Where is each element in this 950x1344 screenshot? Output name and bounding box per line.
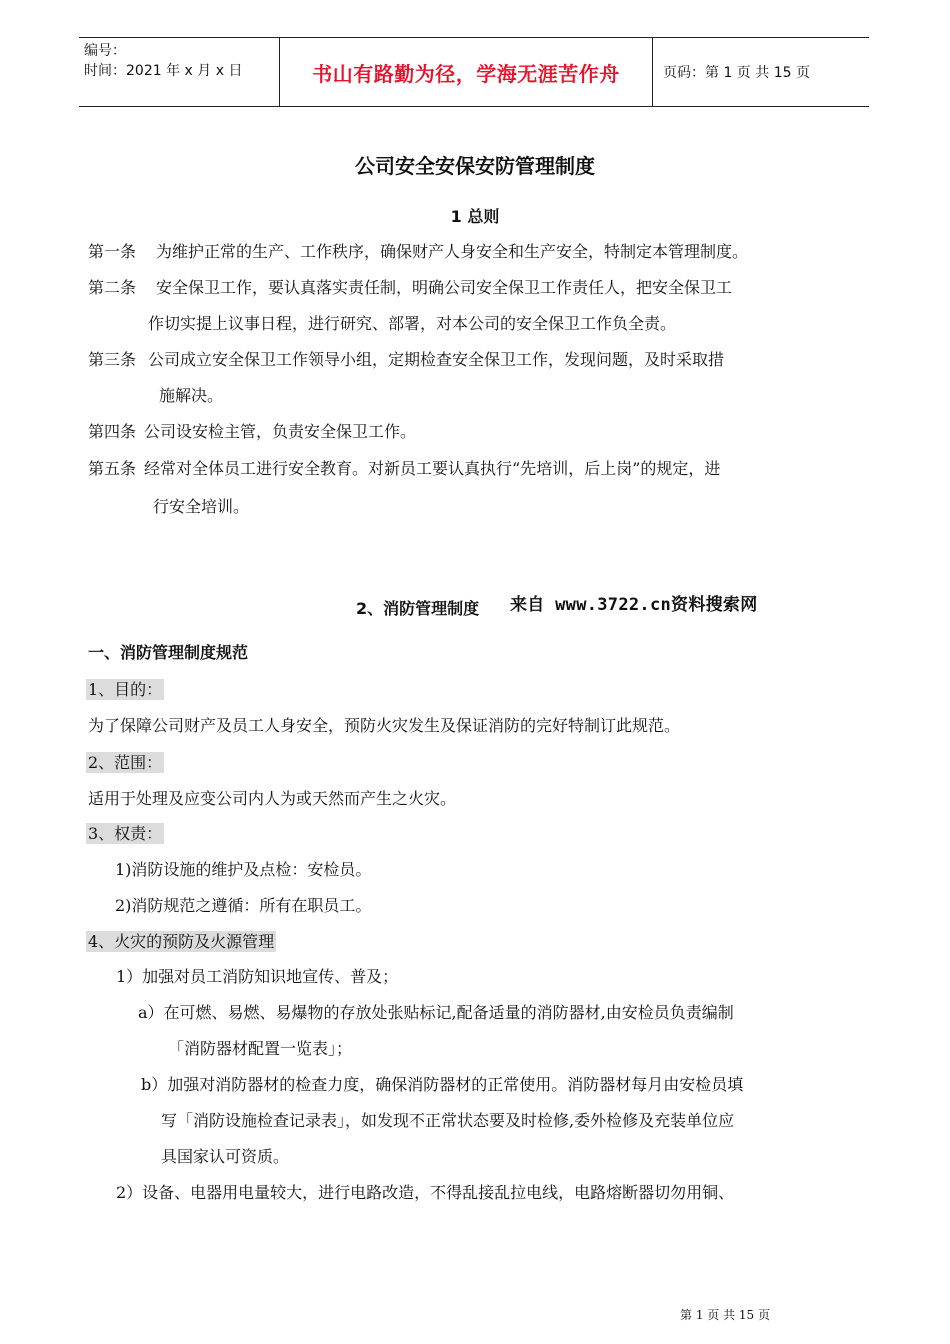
article-text: 公司设安检主管，负责安全保卫工作。: [144, 422, 417, 441]
fire-item-a: a）在可燃、易燃、易爆物的存放处张贴标记,配备适量的消防器材,由安检员负责编制: [138, 1003, 734, 1022]
section1-heading: 1 总则: [450, 207, 500, 226]
header-meta: [79, 38, 280, 106]
fire-prevention-label: 4、火灾的预防及火源管理: [88, 932, 275, 951]
article-5: [88, 451, 868, 487]
number-label: 编号：: [84, 43, 126, 59]
article-2-cont: 作切实提上议事日程，进行研究、部署，对本公司的安全保卫工作负全责。: [148, 314, 677, 333]
article-2: [88, 270, 868, 306]
article-number: 第三条: [88, 350, 137, 369]
purpose-label: 1、目的：: [88, 680, 163, 699]
fire-item-1: 1）加强对员工消防知识地宣传、普及；: [116, 967, 399, 986]
article-number: 第一条: [88, 242, 137, 261]
article-number: 第五条: [88, 459, 137, 478]
article-1: [88, 234, 868, 270]
fire-item-b: b）加强对消防器材的检查力度，确保消防器材的正常使用。消防器材每月由安检员填: [141, 1075, 744, 1094]
fire-item-b-cont2: 具国家认可资质。: [161, 1147, 290, 1166]
article-number: 第四条: [88, 422, 137, 441]
fire-item-2: 2）设备、电器用电量较大，进行电路改造，不得乱接乱拉电线，电路熔断器切勿用铜、: [116, 1183, 735, 1202]
scope-label: 2、范围：: [88, 753, 163, 772]
fire-item-a-cont: 「消防器材配置一览表」；: [168, 1039, 353, 1058]
watermark: 来自 www.3722.cn资料搜索网: [510, 595, 758, 615]
sub-heading: 一、消防管理制度规范: [88, 643, 249, 662]
article-5-cont: 行安全培训。: [153, 497, 250, 516]
page-header: [79, 37, 869, 107]
article-3: [88, 342, 868, 378]
purpose-text: 为了保障公司财产及员工人身安全，预防火灾发生及保证消防的完好特制订此规范。: [88, 716, 681, 735]
article-text: 经常对全体员工进行安全教育。对新员工要认真执行“先培训，后上岗”的规定，进: [144, 459, 721, 478]
article-number: 第二条: [88, 278, 137, 297]
article-text: 为维护正常的生产、工作秩序，确保财产人身安全和生产安全，特制定本管理制度。: [156, 242, 749, 261]
page-footer: 第 1 页 共 15 页: [680, 1308, 770, 1322]
article-text: 安全保卫工作，要认真落实责任制，明确公司安全保卫工作责任人，把安全保卫工: [156, 278, 733, 297]
scope-text: 适用于处理及应变公司内人为或天然而产生之火灾。: [88, 789, 457, 808]
article-3-cont: 施解决。: [159, 386, 224, 405]
article-4: [88, 414, 868, 450]
header-motto: 书山有路勤为径，学海无涯苦作舟: [280, 38, 653, 106]
header-page-info: 页码：第 1 页 共 15 页: [663, 65, 810, 81]
document-title: 公司安全安保安防管理制度: [355, 154, 595, 178]
section2-heading: 2、消防管理制度: [356, 599, 480, 618]
duty-item-2: 2)消防规范之遵循：所有在职员工。: [115, 896, 372, 915]
duty-label: 3、权责：: [88, 824, 163, 843]
article-text: 公司成立安全保卫工作领导小组，定期检查安全保卫工作，发现问题，及时采取措: [148, 350, 725, 369]
date-label: 时间：2021 年 x 月 x 日: [84, 63, 243, 79]
fire-item-b-cont1: 写「消防设施检查记录表」，如发现不正常状态要及时检修,委外检修及充装单位应: [161, 1111, 735, 1130]
duty-item-1: 1)消防设施的维护及点检：安检员。: [115, 860, 372, 879]
